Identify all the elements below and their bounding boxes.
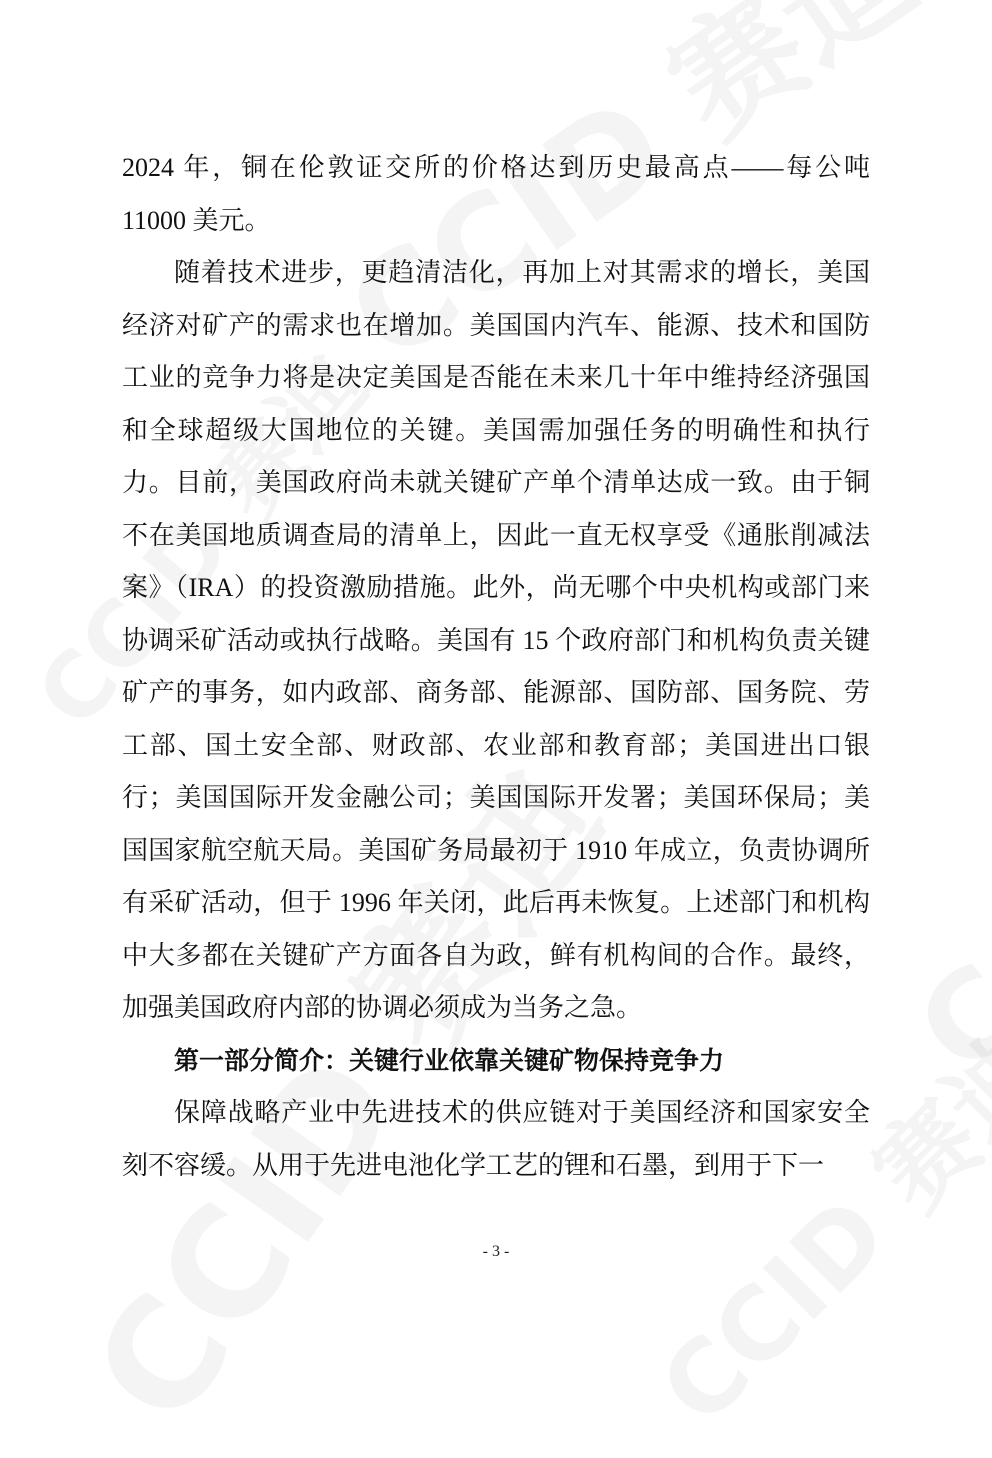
watermark bbox=[875, 587, 992, 1106]
paragraph-continuation: 2024 年，铜在伦敦证交所的价格达到历史最高点——每公吨 11000 美元。 bbox=[122, 153, 870, 235]
paragraph-mineral-demand: 随着技术进步，更趋清洁化，再加上对其需求的增长，美国经济对矿产的需求也在增加。美国国内汽车、能源、技术和国防工业的竞争力将是决定美国是否能在未来几十年中维持经济强国和全球超级大国地位的关键。美国需加强任务的明确性和执行力。目前，美国政府尚未就关键矿产单个清单达成一致。由于铜不在美国地质调查局的清单上，因此一直无权享受《通胀削减法案》（IRA）的投资激励措施。此外，尚无哪个中央机构或部门来协调采矿活动或执行战略。美国有 15 个政府部门和机构负责关键矿产的事务，如内政部、商务部、能源部、国防部、国务院、劳工部、国土安全部、财政部、农业部和教育部；美国进出口银行；美国国际开发金融公司；美国国际开发署；美国环保局；美国国家航空航天局。美国矿务局最初于 1910 年成立，负责协调所有采矿活动，但于 1996 年关闭，此后再未恢复。上述部门和机构中大多都在关键矿产方面各自为政，鲜有机构间的合作。最终，加强美国政府内部的协调必须成为当务之急。 bbox=[122, 258, 870, 1022]
section-heading: 第一部分简介：关键行业依靠关键矿物保持竞争力 bbox=[174, 1045, 725, 1075]
page-number: - 3 - bbox=[482, 1243, 510, 1260]
document-body bbox=[122, 142, 870, 1192]
paragraph-supply-chain: 保障战略产业中先进技术的供应链对于美国经济和国家安全刻不容缓。从用于先进电池化学工艺的锂和石墨，到用于下一 bbox=[122, 1098, 870, 1180]
